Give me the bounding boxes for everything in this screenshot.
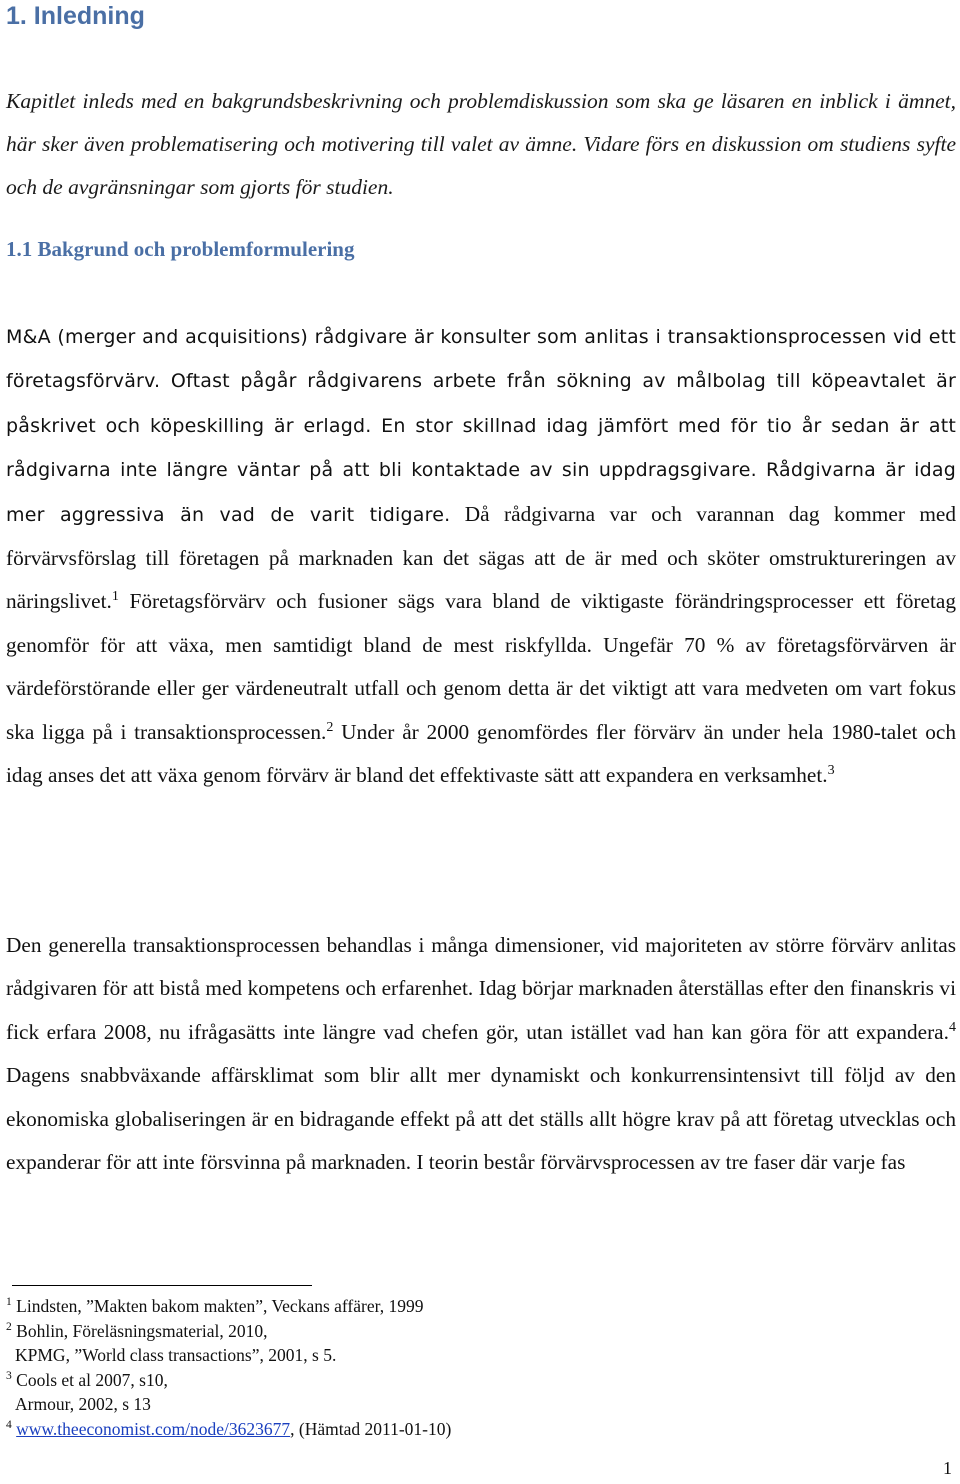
footnote-2-number: 2: [6, 1320, 12, 1333]
chapter-intro: Kapitlet inleds med en bakgrundsbeskrivning och problemdiskussion som ska ge läsaren en inblick i ämnet, här sker även problematisering och motivering till valet av ämne. Vidare förs en diskussion om studiens syfte och de avgränsningar som gjorts för studien.: [6, 89, 956, 199]
footnote-1-number: 1: [6, 1296, 12, 1309]
body-paragraph-1: [6, 315, 956, 797]
footnote-3: [6, 1368, 706, 1393]
footnote-3-text: Cools et al 2007, s10,: [11, 1369, 168, 1390]
chapter-heading: 1. Inledning: [6, 2, 145, 30]
paragraph-2-part-2: Dagens snabbväxande affärsklimat som blir allt mer dynamiskt och konkurrensintensivt till följd av den ekonomiska globaliseringen är en bidragande effekt på att det ställs allt högre krav på att företag utvecklas och expanderar för att inte försvinna på marknaden. I teorin består förvärvsprocessen av tre faser där varje fas: [6, 1063, 956, 1175]
paragraph-1-part-2: Då rådgivarna var och varannan dag kommer med förvärvsförslag till företagen på marknaden kan det sägas att de är med och sköter omstruktureringen av näringslivet.: [6, 501, 956, 614]
paragraph-1-part-4: Under år 2000 genomfördes fler förvärv än under hela 1980-talet och idag anses det att växa genom förvärv är bland det effektivaste sätt att expandera en verksamhet.: [6, 719, 956, 788]
footnote-3-continuation: Armour, 2002, s 13: [15, 1394, 151, 1415]
section-heading: 1.1 Bakgrund och problemformulering: [6, 237, 355, 261]
footnote-4: [6, 1417, 706, 1442]
footnote-ref-4[interactable]: 4: [948, 1018, 956, 1035]
footnote-ref-3[interactable]: 3: [827, 761, 835, 778]
footnote-1: [6, 1294, 706, 1319]
paragraph-1-part-1: M&A (merger and acquisitions) rådgivare är konsulter som anlitas i transaktionsprocessen vid ett företagsförvärv. Oftast pågår rådgivarens arbete från sökning av målbolag till köpeavtalet är påskrivet och köpeskilling är erlagd. En stor skillnad idag jämfört med för tio år sedan är att rådgivarna inte längre väntar på att bli kontaktade av sin uppdragsgivare. Rådgivarna är idag mer aggressiva än vad de varit tidigare.: [6, 326, 956, 526]
footnote-3-number: 3: [6, 1369, 12, 1382]
footnote-4-number: 4: [6, 1419, 12, 1432]
footnote-ref-2[interactable]: 2: [326, 718, 334, 735]
page-number: 1: [943, 1458, 952, 1478]
footnote-separator: [12, 1285, 312, 1286]
footnote-4-text: , (Hämtad 2011-01-10): [290, 1418, 452, 1439]
paragraph-2-part-1: Den generella transaktionsprocessen behandlas i många dimensioner, vid majoriteten av större förvärv anlitas rådgivaren för att bistå med kompetens och erfarenhet. Idag börjar marknaden återställas efter den finanskris vi fick erfara 2008, nu ifrågasätts inte längre vad chefen gör, utan istället vad han kan göra för att expandera.: [6, 933, 956, 1044]
body-paragraph-2: [6, 924, 956, 1184]
paragraph-1-part-3: Företagsförvärv och fusioner sägs vara bland de viktigaste förändringsprocesser ett företag genomför för att växa, men samtidigt bland de mest riskfyllda. Ungefär 70 % av företagsförvärven är värdeförstörande eller ger värdeneutralt utfall och genom detta är det viktigt att vara medveten om vart fokus ska ligga på i transaktionsprocessen.: [6, 589, 956, 744]
footnotes: [6, 1294, 706, 1442]
footnote-2-text: Bohlin, Föreläsningsmaterial, 2010,: [11, 1320, 268, 1341]
footnote-2-continuation: KPMG, ”World class transactions”, 2001, s 5.: [15, 1345, 337, 1366]
footnote-1-text: Lindsten, ”Makten bakom makten”, Veckans affärer, 1999: [11, 1296, 424, 1316]
footnote-ref-1[interactable]: 1: [111, 588, 119, 605]
footnote-2: [6, 1319, 706, 1344]
footnote-4-link[interactable]: www.theeconomist.com/node/3623677: [16, 1418, 291, 1439]
